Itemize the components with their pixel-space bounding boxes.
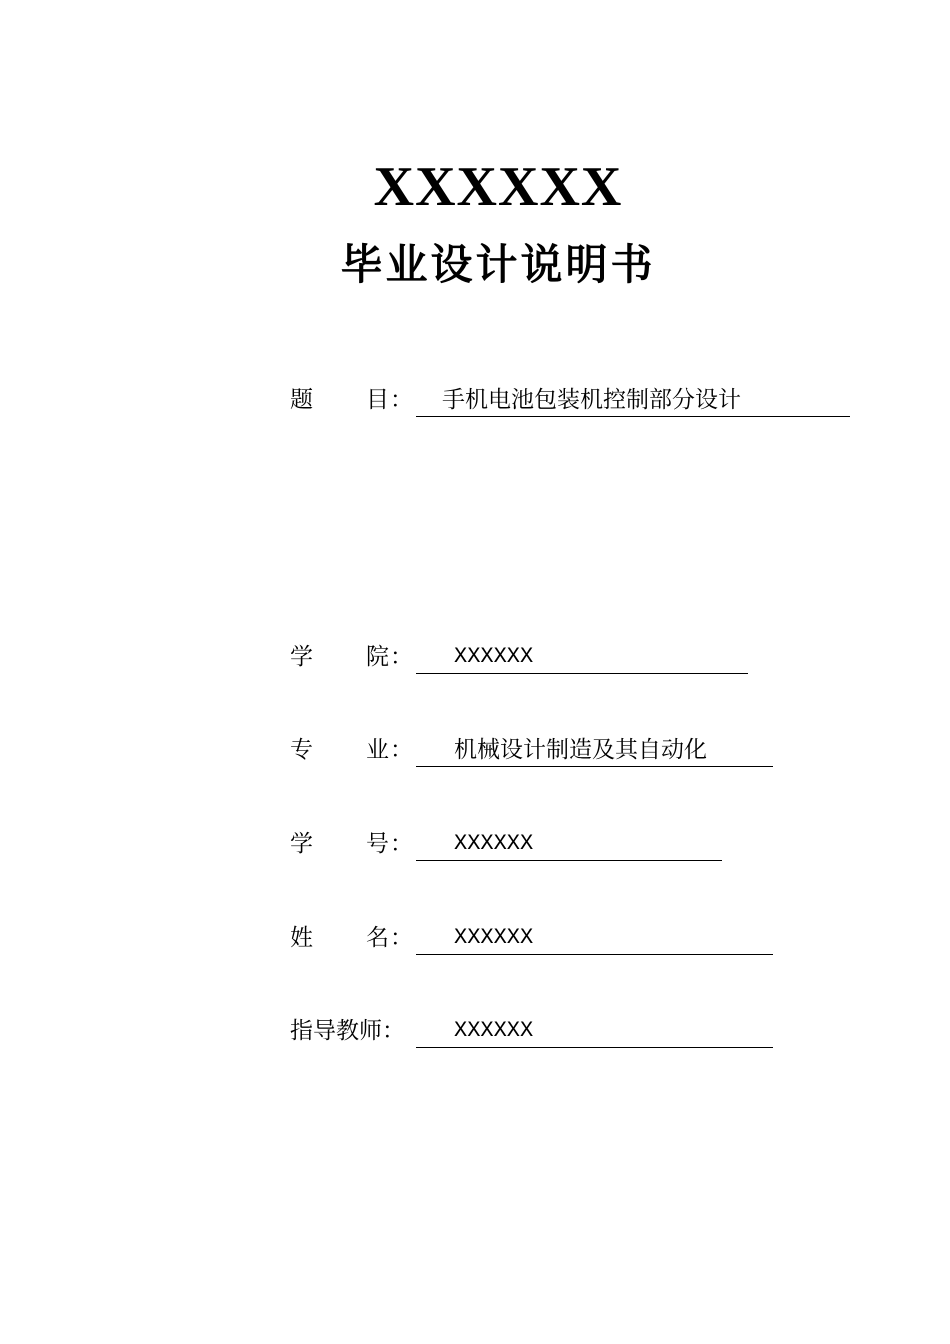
major-value-line	[416, 734, 773, 767]
advisor-value: XXXXXX	[454, 1018, 534, 1043]
name-value-line	[416, 922, 773, 955]
topic-value: 手机电池包装机控制部分设计	[442, 387, 741, 413]
topic-label-char-2: 目	[366, 387, 389, 413]
student-id-value: XXXXXX	[454, 831, 534, 856]
student-id-label-colon: ：	[390, 831, 413, 857]
college-value-line	[416, 641, 748, 674]
student-id-value-line	[416, 828, 722, 861]
college-value: XXXXXX	[454, 644, 534, 669]
major-value: 机械设计制造及其自动化	[454, 737, 707, 763]
major-label-char-2: 业	[366, 737, 389, 763]
advisor-value-line	[416, 1015, 773, 1048]
college-label-char-2: 院	[366, 644, 389, 670]
advisor-label-text: 指导教师：	[290, 1018, 405, 1044]
college-label-char-1: 学	[290, 644, 313, 670]
document-title: 毕业设计说明书	[340, 240, 656, 289]
major-label-char-1: 专	[290, 737, 313, 763]
name-label-colon: ：	[390, 925, 413, 951]
student-id-label	[290, 828, 416, 860]
major-label-colon: ：	[390, 737, 413, 763]
topic-label-char-1: 题	[290, 387, 313, 413]
topic-label	[290, 384, 416, 416]
topic-value-line	[416, 384, 850, 417]
college-label-colon: ：	[390, 644, 413, 670]
name-label-char-2: 名	[366, 925, 389, 951]
college-label	[290, 641, 416, 673]
student-id-label-char-1: 学	[290, 831, 313, 857]
major-label	[290, 734, 416, 766]
name-label-char-1: 姓	[290, 925, 313, 951]
advisor-label	[290, 1015, 416, 1047]
topic-label-colon: ：	[390, 387, 413, 413]
institution-name: XXXXXX	[373, 156, 623, 218]
name-label	[290, 922, 416, 954]
name-value: XXXXXX	[454, 925, 534, 950]
student-id-label-char-2: 号	[366, 831, 389, 857]
